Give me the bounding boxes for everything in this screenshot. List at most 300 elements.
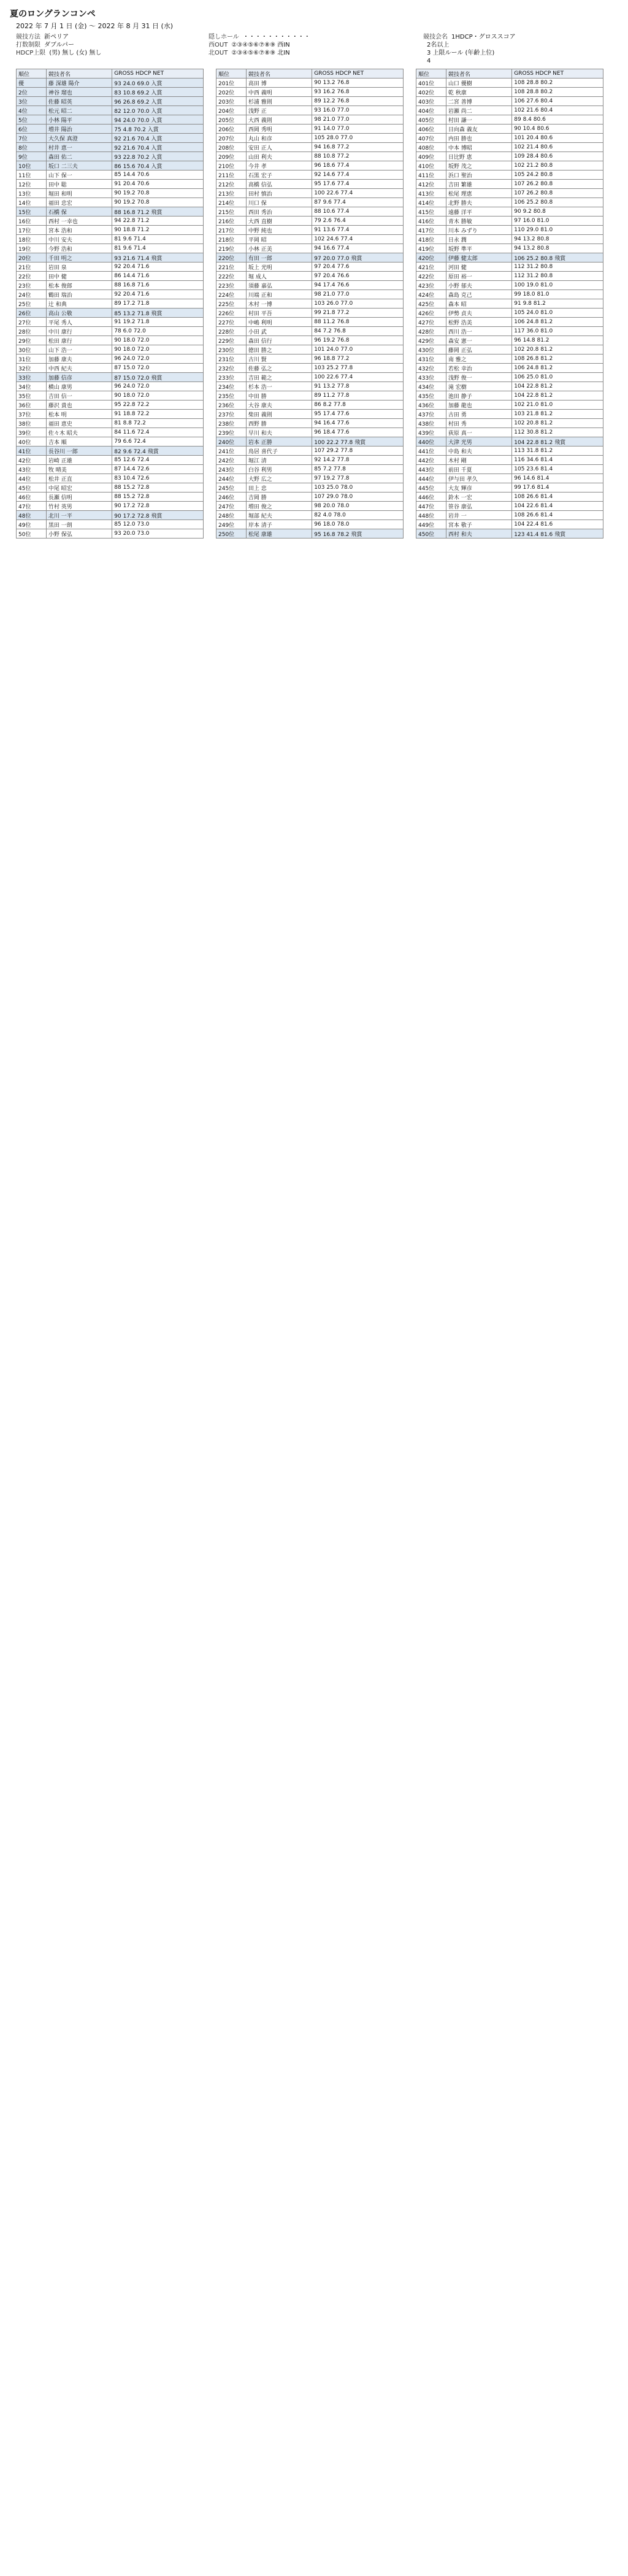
name-cell: 村田 平吾: [246, 309, 312, 318]
score-cell: 85 12.0 73.0: [112, 520, 204, 529]
name-cell: 須藤 嘉弘: [246, 281, 312, 290]
score-cell: 91 13.6 77.4: [312, 226, 404, 235]
score-cell: 112 31.2 80.8: [512, 263, 603, 272]
rank-cell: 7位: [17, 134, 47, 143]
name-cell: 増井 陽治: [46, 125, 112, 134]
table-row: [17, 465, 204, 474]
table-row: [416, 483, 603, 493]
rank-cell: 404位: [416, 106, 446, 115]
table-row: [416, 161, 603, 171]
rank-cell: 236位: [216, 401, 247, 410]
rank-cell: 235位: [216, 391, 247, 401]
name-cell: 小野 郁夫: [446, 281, 511, 290]
rank-cell: 417位: [416, 226, 446, 235]
score-cell: 90 18.8 71.2: [112, 226, 204, 235]
score-cell: 90 17.2 72.8 飛賞: [112, 511, 204, 520]
table-row: [416, 364, 603, 373]
score-cell: 90 18.0 72.0: [112, 345, 204, 355]
table-row: [17, 263, 204, 272]
rank-cell: 15位: [17, 207, 47, 217]
table-row: [416, 511, 603, 520]
rank-cell: 30位: [17, 345, 47, 355]
rank-cell: 445位: [416, 483, 446, 493]
score-cell: 87 14.4 72.6: [112, 465, 204, 474]
rank-cell: 38位: [17, 419, 47, 428]
rank-cell: 24位: [17, 290, 47, 299]
table-row: [17, 235, 204, 244]
score-cell: 88 10.6 77.4: [312, 207, 404, 217]
rank-cell: 41位: [17, 447, 47, 456]
table-row: [416, 465, 603, 474]
rank-cell: 12位: [17, 180, 47, 189]
score-cell: 82 12.0 70.0 入賞: [112, 106, 204, 115]
score-cell: 84 11.6 72.4: [112, 428, 204, 437]
rank-cell: 217位: [216, 226, 247, 235]
score-cell: 100 22.6 77.4: [312, 189, 404, 198]
rank-cell: 44位: [17, 474, 47, 483]
table-row: [216, 520, 404, 529]
name-cell: 福田 恵史: [46, 419, 112, 428]
rank-cell: 221位: [216, 263, 247, 272]
score-cell: 93 21.6 71.4 飛賞: [112, 253, 204, 263]
table-header-row: [216, 69, 404, 79]
name-cell: 浜口 聖治: [446, 171, 511, 180]
rank-cell: 206位: [216, 125, 247, 134]
rank-cell: 220位: [216, 253, 247, 263]
score-cell: 92 14.2 77.8: [312, 456, 404, 465]
table-row: [17, 143, 204, 152]
table-row: [17, 115, 204, 125]
rank-cell: 414位: [416, 198, 446, 207]
score-cell: 88 11.2 76.8: [312, 318, 404, 327]
table-row: [216, 483, 404, 493]
rank-cell: 19位: [17, 244, 47, 253]
rank-cell: 245位: [216, 483, 247, 493]
score-cell: 123 41.4 81.6 飛賞: [512, 529, 603, 539]
score-cell: 81 9.6 71.4: [112, 235, 204, 244]
name-cell: 田中 聡: [46, 180, 112, 189]
rank-cell: 39位: [17, 428, 47, 437]
rank-cell: 9位: [17, 152, 47, 161]
rank-cell: 25位: [17, 299, 47, 309]
rank-cell: 402位: [416, 88, 446, 97]
name-cell: 松井 正直: [46, 474, 112, 483]
name-cell: 松本 明: [46, 410, 112, 419]
results-table-body: [17, 79, 204, 539]
table-row: [416, 345, 603, 355]
name-cell: 今井 孝: [246, 161, 312, 171]
score-cell: 94 24.0 70.0 入賞: [112, 115, 204, 125]
score-cell: 97 20.4 77.6: [312, 263, 404, 272]
rank-cell: 412位: [416, 180, 446, 189]
table-row: [17, 198, 204, 207]
score-cell: 89 8.4 80.6: [512, 115, 603, 125]
score-cell: 102 21.4 80.6: [512, 143, 603, 152]
score-cell: 99 17.6 81.4: [512, 483, 603, 493]
table-row: [216, 327, 404, 336]
page-title: 夏のロングランコンペ: [10, 9, 96, 19]
table-row: [216, 207, 404, 217]
score-cell: 108 28.8 80.2: [512, 88, 603, 97]
rank-cell: 223位: [216, 281, 247, 290]
score-cell: 106 24.8 81.2: [512, 364, 603, 373]
name-cell: 小林 正美: [246, 244, 312, 253]
score-cell: 99 21.8 77.2: [312, 309, 404, 318]
rank-cell: 419位: [416, 244, 446, 253]
score-cell: 102 24.6 77.4: [312, 235, 404, 244]
score-cell: 87 9.6 77.4: [312, 198, 404, 207]
rank-cell: 421位: [416, 263, 446, 272]
score-cell: 95 17.6 77.4: [312, 180, 404, 189]
name-cell: 森島 克己: [446, 290, 511, 299]
score-cell: 106 27.6 80.4: [512, 97, 603, 106]
name-cell: 大谷 康夫: [246, 401, 312, 410]
table-row: [416, 134, 603, 143]
score-cell: 96 24.0 72.0: [112, 355, 204, 364]
score-cell: 94 22.8 71.2: [112, 217, 204, 226]
table-row: [216, 106, 404, 115]
table-row: [216, 290, 404, 299]
name-cell: 高田 博: [246, 79, 312, 88]
score-cell: 75 4.8 70.2 入賞: [112, 125, 204, 134]
name-cell: 中川 康行: [46, 327, 112, 336]
table-row: [416, 327, 603, 336]
score-cell: 105 24.0 81.0: [512, 309, 603, 318]
rank-cell: 17位: [17, 226, 47, 235]
name-cell: 横山 康男: [46, 382, 112, 391]
rank-cell: 6位: [17, 125, 47, 134]
table-row: [216, 125, 404, 134]
results-table-body: [416, 79, 603, 539]
table-row: [17, 511, 204, 520]
rank-cell: 439位: [416, 428, 446, 437]
name-cell: 若松 幸治: [446, 364, 511, 373]
score-cell: 96 24.0 72.0: [112, 382, 204, 391]
score-cell: 117 36.0 81.0: [512, 327, 603, 336]
rank-cell: 210位: [216, 161, 247, 171]
name-cell: 坂上 光明: [246, 263, 312, 272]
table-row: [416, 299, 603, 309]
score-cell: 95 22.8 72.2: [112, 401, 204, 410]
name-cell: 藤沢 貴也: [46, 401, 112, 410]
name-cell: 森本 昭: [446, 299, 511, 309]
rank-cell: 431位: [416, 355, 446, 364]
score-cell: 87 15.0 72.0: [112, 364, 204, 373]
name-cell: 福田 忠宏: [46, 198, 112, 207]
score-cell: 92 21.6 70.4 入賞: [112, 134, 204, 143]
table-row: [216, 161, 404, 171]
score-cell: 86 8.2 77.8: [312, 401, 404, 410]
rank-cell: 435位: [416, 391, 446, 401]
table-row: [17, 309, 204, 318]
name-cell: 滝 宏樹: [446, 382, 511, 391]
table-row: [416, 529, 603, 539]
table-row: [216, 180, 404, 189]
rank-cell: 250位: [216, 529, 247, 539]
table-row: [17, 79, 204, 88]
rank-cell: 207位: [216, 134, 247, 143]
score-cell: 95 17.4 77.6: [312, 410, 404, 419]
rank-cell: 238位: [216, 419, 247, 428]
table-row: [17, 97, 204, 106]
name-cell: 藤 深雄 陽介: [46, 79, 112, 88]
score-cell: 108 26.8 81.2: [512, 355, 603, 364]
score-cell: 95 16.8 78.2 飛賞: [312, 529, 404, 539]
table-row: [216, 189, 404, 198]
table-row: [416, 410, 603, 419]
name-cell: 堀江 清: [246, 456, 312, 465]
name-cell: 田上 忠: [246, 483, 312, 493]
name-cell: 増田 俊之: [246, 502, 312, 511]
name-cell: 荻原 真一: [446, 428, 511, 437]
rank-cell: 28位: [17, 327, 47, 336]
rank-cell: 31位: [17, 355, 47, 364]
score-cell: 91 14.0 77.0: [312, 125, 404, 134]
score-cell: 108 26.6 81.4: [512, 493, 603, 502]
rank-cell: 423位: [416, 281, 446, 290]
name-cell: 大友 輝彦: [446, 483, 511, 493]
header-rank: 順位: [17, 69, 47, 79]
name-cell: 中嶋 利明: [246, 318, 312, 327]
name-cell: 藤岡 正弘: [446, 345, 511, 355]
table-row: [216, 143, 404, 152]
score-cell: 101 24.0 77.0: [312, 345, 404, 355]
table-row: [416, 97, 603, 106]
table-row: [416, 401, 603, 410]
rule-row: 競技方法 新ペリア: [16, 34, 69, 40]
score-cell: 105 23.6 81.4: [512, 465, 603, 474]
score-cell: 92 20.4 71.6: [112, 290, 204, 299]
rank-cell: 16位: [17, 217, 47, 226]
score-cell: 97 20.4 76.6: [312, 272, 404, 281]
rank-cell: 228位: [216, 327, 247, 336]
name-cell: 大津 光男: [446, 437, 511, 447]
table-row: [216, 456, 404, 465]
name-cell: 大西 義則: [246, 115, 312, 125]
name-cell: 前田 千夏: [446, 465, 511, 474]
score-cell: 93 16.2 76.8: [312, 88, 404, 97]
score-cell: 96 14.8 81.2: [512, 336, 603, 345]
score-cell: 79 2.6 76.4: [312, 217, 404, 226]
table-row: [216, 244, 404, 253]
table-row: [416, 419, 603, 428]
score-cell: 100 19.0 81.0: [512, 281, 603, 290]
name-cell: 宮本 浩和: [46, 226, 112, 235]
name-cell: 田中 健: [46, 272, 112, 281]
score-cell: 112 31.2 80.8: [512, 272, 603, 281]
rank-cell: 211位: [216, 171, 247, 180]
rank-cell: 10位: [17, 161, 47, 171]
score-cell: 112 30.8 81.2: [512, 428, 603, 437]
table-row: [216, 437, 404, 447]
rank-cell: 411位: [416, 171, 446, 180]
score-cell: 98 20.0 78.0: [312, 502, 404, 511]
rank-cell: 410位: [416, 161, 446, 171]
name-cell: 吉本 順: [46, 437, 112, 447]
score-cell: 107 26.2 80.8: [512, 180, 603, 189]
score-cell: 98 21.0 77.0: [312, 115, 404, 125]
table-row: [17, 226, 204, 235]
rank-cell: 424位: [416, 290, 446, 299]
results-table: [216, 69, 404, 539]
name-cell: 中田 勝: [246, 391, 312, 401]
score-cell: 92 20.4 71.6: [112, 263, 204, 272]
header-name: 競技者名: [246, 69, 312, 79]
table-row: [416, 79, 603, 88]
name-cell: 岩田 泉: [46, 263, 112, 272]
header-name: 競技者名: [46, 69, 112, 79]
table-row: [17, 161, 204, 171]
rank-cell: 212位: [216, 180, 247, 189]
name-cell: 西野 勝: [246, 419, 312, 428]
name-cell: 辻 和典: [46, 299, 112, 309]
name-cell: 柴田 義則: [246, 410, 312, 419]
info-row: 4: [427, 58, 431, 64]
name-cell: 岩瀬 尚二: [446, 106, 511, 115]
name-cell: 徳田 勝之: [246, 345, 312, 355]
rank-cell: 48位: [17, 511, 47, 520]
score-cell: 85 7.2 77.8: [312, 465, 404, 474]
score-cell: 116 34.6 81.4: [512, 456, 603, 465]
rank-cell: 420位: [416, 253, 446, 263]
table-row: [17, 299, 204, 309]
info-row: 2名以上: [427, 42, 450, 48]
rank-cell: 46位: [17, 493, 47, 502]
rank-cell: 201位: [216, 79, 247, 88]
name-cell: 遠藤 洋平: [446, 207, 511, 217]
table-row: [216, 355, 404, 364]
name-cell: 牧 晴美: [46, 465, 112, 474]
info-row: 競技会名 1HDCP・グロススコア: [423, 34, 516, 40]
rule-row: HDCP上限 (男) 無し (女) 無し: [16, 50, 102, 56]
rank-cell: 203位: [216, 97, 247, 106]
header-score: GROSS HDCP NET: [512, 69, 603, 79]
rank-cell: 241位: [216, 447, 247, 456]
score-cell: 96 18.0 78.0: [312, 520, 404, 529]
rank-cell: 230位: [216, 345, 247, 355]
table-row: [416, 125, 603, 134]
rank-cell: 403位: [416, 97, 446, 106]
score-cell: 83 10.8 69.2 入賞: [112, 88, 204, 97]
rank-cell: 434位: [416, 382, 446, 391]
score-cell: 89 17.2 71.8: [112, 299, 204, 309]
name-cell: 木村 一博: [246, 299, 312, 309]
name-cell: 西岡 秀明: [246, 125, 312, 134]
rank-cell: 418位: [416, 235, 446, 244]
rank-cell: 415位: [416, 207, 446, 217]
table-row: [216, 474, 404, 483]
rank-cell: 234位: [216, 382, 247, 391]
score-cell: 96 26.8 69.2 入賞: [112, 97, 204, 106]
rank-cell: 205位: [216, 115, 247, 125]
score-cell: 81 8.8 72.2: [112, 419, 204, 428]
name-cell: 日比野 恵: [446, 152, 511, 161]
header-score: GROSS HDCP NET: [312, 69, 404, 79]
rank-cell: 428位: [416, 327, 446, 336]
rank-cell: 231位: [216, 355, 247, 364]
rank-cell: 450位: [416, 529, 446, 539]
name-cell: 山口 優樹: [446, 79, 511, 88]
name-cell: 杉浦 雅則: [246, 97, 312, 106]
table-row: [416, 502, 603, 511]
rank-cell: 430位: [416, 345, 446, 355]
rank-cell: 243位: [216, 465, 247, 474]
rank-cell: 26位: [17, 309, 47, 318]
score-cell: 93 16.0 77.0: [312, 106, 404, 115]
table-row: [416, 207, 603, 217]
rank-cell: 447位: [416, 502, 446, 511]
table-row: [216, 272, 404, 281]
name-cell: 川口 保: [246, 198, 312, 207]
table-row: [17, 529, 204, 539]
table-row: [17, 272, 204, 281]
name-cell: 岩本 正勝: [246, 437, 312, 447]
rank-cell: 448位: [416, 511, 446, 520]
score-cell: 104 22.8 81.2: [512, 391, 603, 401]
table-row: [17, 373, 204, 382]
table-row: [416, 152, 603, 161]
score-cell: 107 26.2 80.8: [512, 189, 603, 198]
name-cell: 西村 一幸也: [46, 217, 112, 226]
name-cell: 西田 秀治: [246, 207, 312, 217]
results-table: [16, 69, 204, 539]
name-cell: 吉田 範之: [246, 373, 312, 382]
score-cell: 85 13.2 71.8 飛賞: [112, 309, 204, 318]
rank-cell: 225位: [216, 299, 247, 309]
name-cell: 村田 謙一: [446, 115, 511, 125]
table-row: [216, 502, 404, 511]
table-row: [216, 263, 404, 272]
table-row: [216, 309, 404, 318]
table-row: [216, 447, 404, 456]
rank-cell: 3位: [17, 97, 47, 106]
name-cell: 神谷 瑠也: [46, 88, 112, 97]
score-cell: 83 10.4 72.6: [112, 474, 204, 483]
score-cell: 104 22.4 81.6: [512, 520, 603, 529]
name-cell: 杉本 浩一: [246, 382, 312, 391]
table-row: [216, 134, 404, 143]
table-row: [216, 253, 404, 263]
results-table-body: [216, 79, 404, 539]
table-row: [17, 364, 204, 373]
competition-info-right: [423, 33, 516, 65]
name-cell: 古田 勇: [446, 410, 511, 419]
name-cell: 今野 浩和: [46, 244, 112, 253]
rank-cell: 35位: [17, 391, 47, 401]
score-cell: 91 9.8 81.2: [512, 299, 603, 309]
competition-period: 2022 年 7 月 1 日 (金) 〜 2022 年 8 月 31 日 (水): [16, 22, 174, 30]
name-cell: 佐々木 昭夫: [46, 428, 112, 437]
rank-cell: 444位: [416, 474, 446, 483]
score-cell: 93 22.8 70.2 入賞: [112, 152, 204, 161]
table-row: [416, 355, 603, 364]
table-row: [416, 493, 603, 502]
rank-cell: 422位: [416, 272, 446, 281]
rank-cell: 49位: [17, 520, 47, 529]
table-row: [416, 391, 603, 401]
rule-row: 打数制限 ダブルパー: [16, 42, 74, 48]
rank-cell: 237位: [216, 410, 247, 419]
table-row: [17, 336, 204, 345]
score-cell: 90 18.0 72.0: [112, 336, 204, 345]
table-row: [216, 336, 404, 345]
rank-cell: 33位: [17, 373, 47, 382]
score-cell: 102 21.2 80.8: [512, 161, 603, 171]
table-row: [416, 263, 603, 272]
rank-cell: 446位: [416, 493, 446, 502]
table-row: [17, 327, 204, 336]
rank-cell: 227位: [216, 318, 247, 327]
